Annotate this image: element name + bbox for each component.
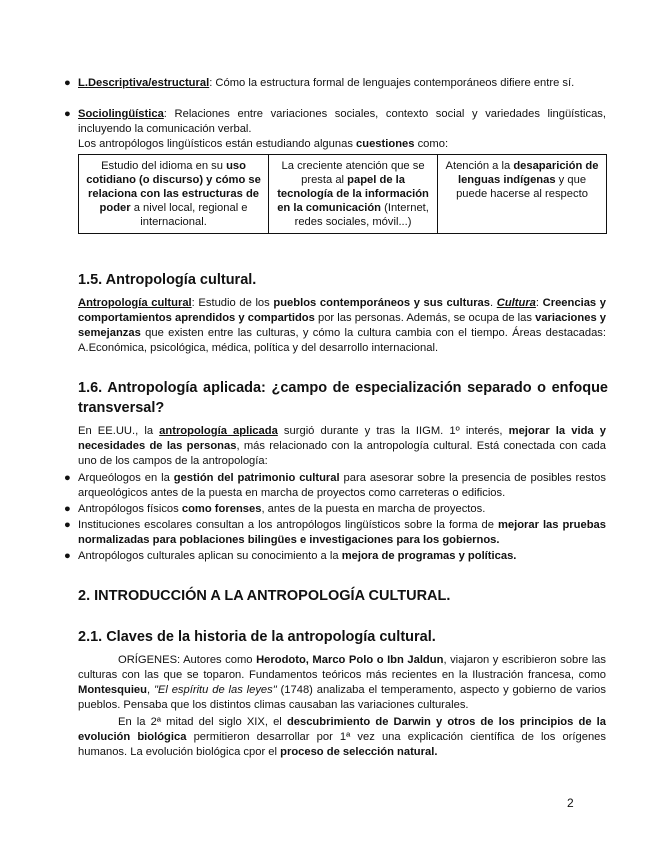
term-descriptiva: L.Descriptiva/estructural — [78, 77, 210, 89]
questions-table — [78, 154, 607, 234]
table-cell-discurso: Estudio del idioma en su uso cotidiano (o discurso) y cómo se relaciona con las estructuras de poder a nivel local, regional e internacional. — [79, 155, 269, 234]
paragraph-origenes: ORÍGENES: Autores como Herodoto, Marco Polo o Ibn Jaldun, viajaron y escribieron sobre las culturas con las que se toparon. Fundamentos teóricos más recientes en la Ilustración francesa, como Montesquieu, "El espíritu de las leyes" (1748) analizaba el temperamento, aspecto y gobierno de varios pueblos. Pensaba que los distintos climas causaban las variaciones culturales. — [78, 654, 606, 711]
bullet-descriptiva: ● L.Descriptiva/estructural: Cómo la estructura formal de lenguajes contemporáneos difiere entre sí. — [64, 77, 575, 89]
heading-2-1: 2.1. Claves de la historia de la antropología cultural. — [78, 629, 436, 645]
term-sociolinguistica: Sociolingüística — [78, 108, 164, 120]
intro-line: Los antropólogos lingüísticos están estudiando algunas cuestiones como: — [78, 138, 449, 150]
paragraph-1-5: Antropología cultural: Estudio de los pueblos contemporáneos y sus culturas. Cultura: Creencias y comportamientos aprendidos y compartidos por las personas. Además, se ocupa de las variaciones y semejanzas que existen entre las culturas, y cómo la cultura cambia con el tiempo. Áreas destacadas: A.Económica, psicológica, médica, política y del desarrollo internacional. — [78, 297, 607, 354]
bullet-fisicos: ● Antropólogos físicos como forenses, antes de la puesta en marcha de proyectos. — [64, 503, 486, 515]
bullet-sociolinguistica: ● Sociolingüística: Relaciones entre variaciones sociales, contexto social y variedades lingüísticas, incluyendo la comunicación verbal. — [64, 108, 606, 135]
bullet-dot: ● — [64, 550, 71, 562]
page-number: 2 — [567, 796, 574, 810]
bullet-arqueologos: ● Arqueólogos en la gestión del patrimonio cultural para asesorar sobre la presencia de posibles restos arqueológicos antes de la puesta en marcha de proyectos como carreteras o edificios. — [64, 472, 606, 499]
bullet-dot: ● — [64, 503, 71, 515]
bullet-dot: ● — [64, 472, 71, 484]
heading-1-5: 1.5. Antropología cultural. — [78, 272, 257, 288]
heading-2: 2. INTRODUCCIÓN A LA ANTROPOLOGÍA CULTURAL. — [78, 588, 451, 604]
bullet-dot: ● — [64, 108, 71, 120]
paragraph-darwin: En la 2ª mitad del siglo XIX, el descubrimiento de Darwin y otros de los principios de la evolución biológica permitieron desarrollar por 1ª vez una explicación científica de los orígenes humanos. La evolución biológica cpor el proceso de selección natural. — [78, 716, 607, 758]
paragraph-1-6: En EE.UU., la antropología aplicada surgió durante y tras la IIGM. 1º interés, mejorar la vida y necesidades de las personas, más relacionado con la antropología cultural. Está conectada con cada uno de los campos de la antropología: — [78, 425, 606, 467]
bullet-culturales: ● Antropólogos culturales aplican su conocimiento a la mejora de programas y políticas. — [64, 550, 517, 562]
heading-1-6: 1.6. Antropología aplicada: ¿campo de especialización separado o enfoque transversal? — [78, 380, 608, 416]
bullet-dot: ● — [64, 77, 71, 89]
table-cell-lenguas: Atención a la desaparición de lenguas indígenas y que puede hacerse al respecto — [438, 155, 607, 234]
bullet-dot: ● — [64, 519, 71, 531]
bullet-escolares: ● Instituciones escolares consultan a los antropólogos lingüísticos sobre la forma de mejorar las pruebas normalizadas para poblaciones bilingües e investigaciones para los gobiernos. — [64, 519, 606, 546]
table-cell-tecnologia: La creciente atención que se presta al papel de la tecnología de la información en la comunicación (Internet, redes sociales, móvil...) — [269, 155, 438, 234]
